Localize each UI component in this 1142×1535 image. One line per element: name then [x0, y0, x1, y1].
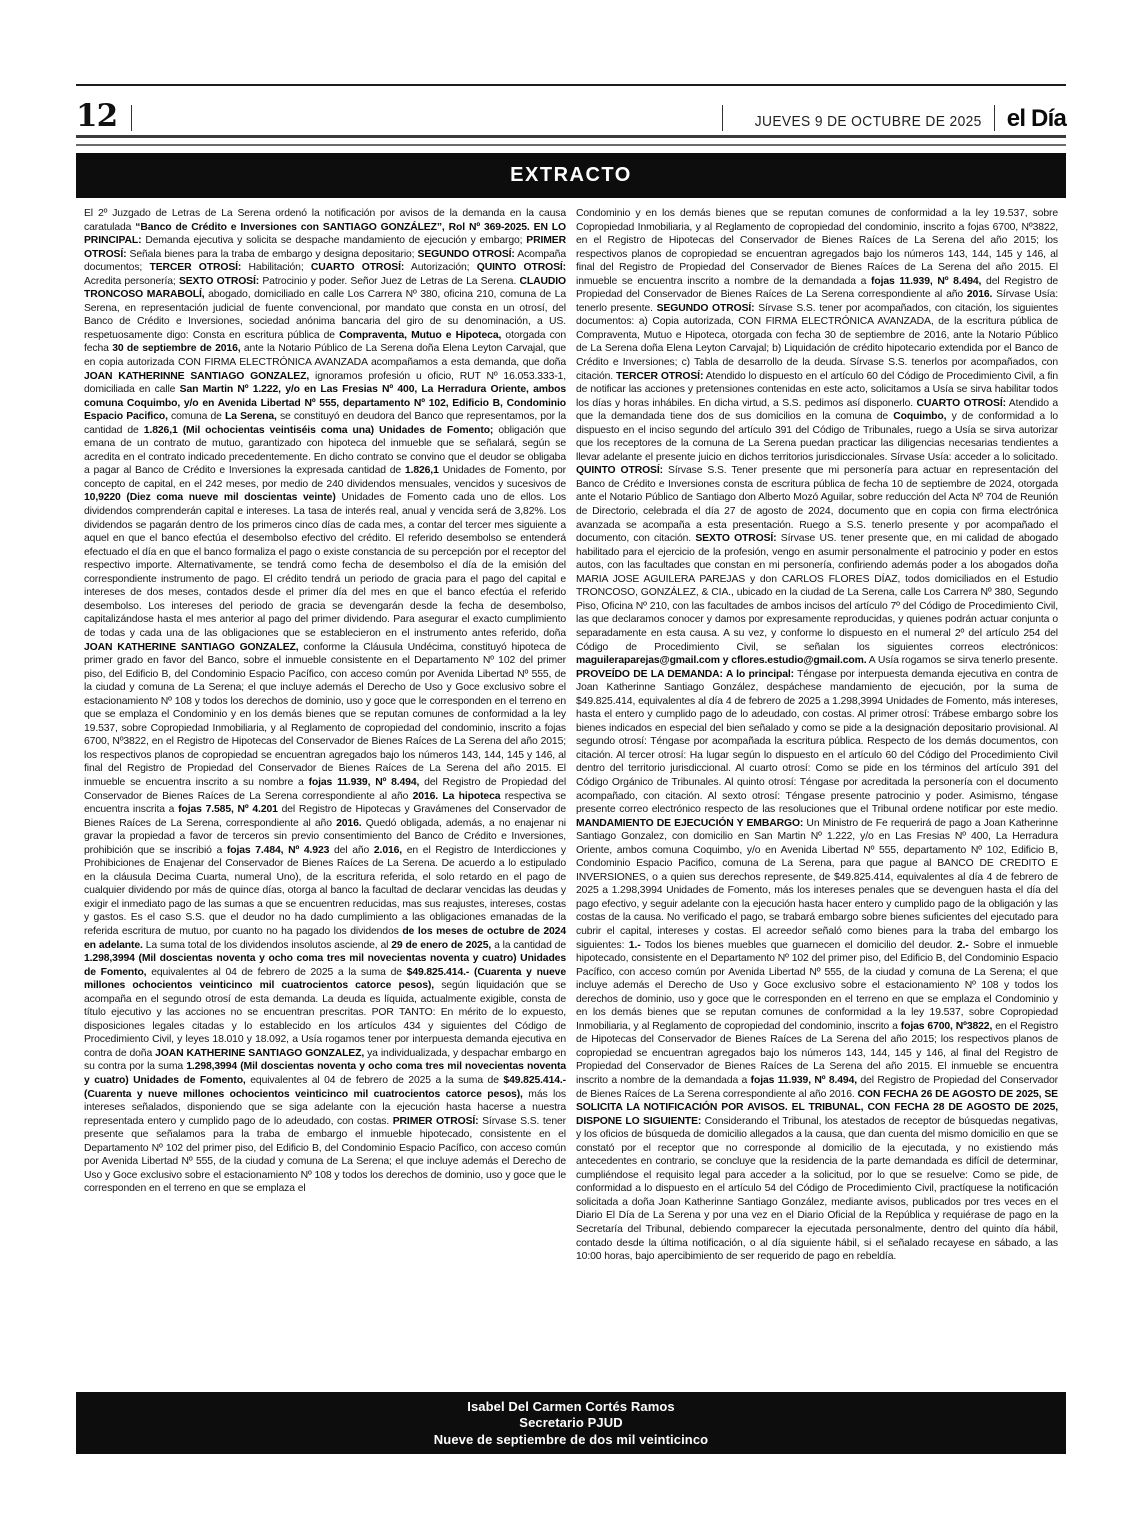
- header-right: [722, 105, 1066, 131]
- header-divider-bar: [131, 105, 132, 131]
- legal-notice-body: [76, 207, 1066, 1390]
- newspaper-brand-logo: el Día: [1006, 105, 1066, 132]
- page-content: [76, 84, 1066, 1390]
- header-rule-thick: [76, 135, 1066, 138]
- page-number: 12: [76, 98, 118, 135]
- legal-text-column-right: Condominio y en los demás bienes que se reputan comunes de conformidad a la ley 19.537, sobre Copropiedad Inmobiliaria, y al Reglamento de copropiedad del condominio, inscrito a fojas 6700, Nº3822, en el Registro de Hipotecas del Conservador de Bienes Raíces de La Serena del año 2015; los respectivos planos de copropiedad se encuentran agregados bajo los números 143, 144, 145 y 146, al final del Registro de Propiedad del Conservador de Bienes Raíces de La Serena del año 2015. El inmueble se encuentra inscrito a nombre de la demandada a fojas 11.939, Nº 8.494, del Registro de Propiedad del Conservador de Bienes Raíces de La Serena correspondiente al año 2016. Sírvase Usía: tenerlo presente. SEGUNDO OTROSÍ: Sírvase S.S. tener por acompañados, con citación, los siguientes documentos: a) Copia autorizada, CON FIRMA ELECTRÓNICA AVANZADA, de la escritura pública de Compraventa, Mutuo e Hipoteca, otorgada con fecha 30 de septiembre de 2016, ante la Notario Público de La Serena doña Elena Leyton Carvajal; b) Liquidación de crédito hipotecario extendida por el Banco de Crédito e Inversiones; c) Tabla de desarrollo de la deuda. Sírvase S.S. tenerlos por acompañados, con citación. TERCER OTROSÍ: Atendido lo dispuesto en el artículo 60 del Código de Procedimiento Civil, a fin de notificar las acciones y pretensiones contenidas en este acto, solicitamos a Usía se sirva habilitar todos los días y horas inhábiles. En dicha virtud, a S.S. pedimos así disponerlo. CUARTO OTROSÍ: Atendido a que la demandada tiene dos de sus domicilios en la comuna de Coquimbo, y de conformidad a lo dispuesto en el inciso segundo del artículo 391 del Código de Tribunales, ruego a Usía se sirva autorizar que los receptores de la comuna de La Serena puedan practicar las diligencias necesarias tendientes a llevar adelante el presente juicio en dichos territorios jurisdiccionales. Sírvase Usía: acceder a lo solicitado. QUINTO OTROSÍ: Sírvase S.S. Tener presente que mi personería para actuar en representación del Banco de Crédito e Inversiones consta de escritura pública de fecha 10 de septiembre de 2024, otorgada ante el Notario Público de Santiago don Alberto Mozó Aguilar, sobre reducción del Acta Nº 704 de Reunión de Directorio, celebrada el día 27 de agosto de 2024, documento que en copia con firma electrónica avanzada se acompaña a esta presentación. Ruego a S.S. tenerlo presente y por acompañado el documento, con citación. SEXTO OTROSÍ: Sírvase US. tener presente que, en mi calidad de abogado habilitado para el ejercicio de la profesión, vengo en asumir personalmente el patrocinio y poder en estos autos, con las facultades que constan en mi personería, confiriendo además poder a los abogados doña MARIA JOSE AGUILERA PAREJAS y don CARLOS FLORES DÍAZ, todos domiciliados en el Estudio TRONCOSO, GONZÁLEZ, & CIA., ubicado en la ciudad de La Serena, calle Los Carrera Nº 380, Segundo Piso, Oficina Nº 210, con las facultades de ambos incisos del artículo 7º del Código de Procedimiento Civil, las que declaramos conocer y damos por expresamente reproducidas, y quienes podrán actuar conjunta o separadamente en esta causa. A su vez, y conforme lo dispuesto en el numeral 2º del artículo 254 del Código de Procedimiento Civil, se señalan los siguientes correos electrónicos: maguileraparejas@gmail.com y cflores.estudio@gmail.com. A Usía rogamos se sirva tenerlo presente. PROVEÍDO DE LA DEMANDA: A lo principal: Téngase por interpuesta demanda ejecutiva en contra de Joan Katherinne Santiago González, despáchese mandamiento de ejecución, por la suma de $49.825.414, equivalentes al día 4 de febrero de 2025 a 1.298,3994 Unidades de Fomento, más intereses, hasta el entero y cumplido pago de lo adeudado, con costas. Al primer otrosí: Trábese embargo sobre los bienes indicados en especial del bien señalado y como se pide a la designación depositario provisional. Al segundo otrosí: Téngase por acompañada la escritura pública. Respecto de los demás documentos, con citación. Al tercer otrosí: Ha lugar según lo dispuesto en el artículo 60 del Código del Procedimiento Civil dentro del territorio jurisdiccional. Al cuarto otrosí: Como se pide en los términos del artículo 391 del Código Orgánico de Tribunales. Al quinto otrosí: Téngase por acreditada la personería con el documento acompañado, con citación. Al sexto otrosí: Téngase presente patrocinio y poder. Asimismo, téngase presente correo electrónico respecto de las resoluciones que el Tribunal ordene notificar por este medio. MANDAMIENTO DE EJECUCIÓN Y EMBARGO: Un Ministro de Fe requerirá de pago a Joan Katherinne Santiago Gonzalez, con domicilio en San Martin Nº 1.222, y/o en Las Fresias Nº 400, La Herradura Oriente, ambos comuna Coquimbo, y/o en Avenida Libertad Nº 555, departamento Nº 102, Edificio B, Condominio Espacio Pacifico, comuna de La Serena, para que pague al BANCO DE CREDITO E INVERSIONES, o a quien sus derechos represente, de $49.825.414, equivalentes al día 4 de febrero de 2025 a 1.298,3994 Unidades de Fomento, más los intereses penales que se devenguen hasta el día del pago efectivo, y seguir adelante con la ejecución hasta hacer entero y cumplido pago de la obligación y las costas de la causa. No verificado el pago, se trabará embargo sobre bienes suficientes del ejecutado para cubrir el capital, intereses y costas. El acreedor señaló como bienes para la traba del embargo los siguientes: 1.- Todos los bienes muebles que guarnecen el domicilio del deudor. 2.- Sobre el inmueble hipotecado, consistente en el Departamento Nº 102 del primer piso, del Edificio B, del Condominio Espacio Pacífico, con acceso común por Avenida Libertad Nº 555, de la ciudad y comuna de La Serena; el que incluye además el Derecho de Uso y Goce exclusivo sobre el estacionamiento Nº 108 y todos los derechos de dominio, uso y goce que le corresponden en el terreno en que se emplaza el Condominio y en los demás bienes que se reputan comunes de conformidad a la ley 19.537, sobre Copropiedad Inmobiliaria, y al Reglamento de copropiedad del condominio, inscrito a fojas 6700, Nº3822, en el Registro de Hipotecas del Conservador de Bienes Raíces de La Serena del año 2015; los respectivos planos de copropiedad se encuentran agregados bajo los números 143, 144, 145 y 146, al final del Registro de Propiedad del Conservador de Bienes Raíces de La Serena del año 2015. El inmueble se encuentra inscrito a nombre de la demandada a fojas 11.939, Nº 8.494, del Registro de Propiedad del Conservador de Bienes Raíces de La Serena correspondiente al año 2016. CON FECHA 26 DE AGOSTO DE 2025, SE SOLICITA LA NOTIFICACIÓN POR AVISOS. EL TRIBUNAL, CON FECHA 28 DE AGOSTO DE 2025, DISPONE LO SIGUIENTE: Considerando el Tribunal, los atestados de receptor de búsquedas negativas, y los oficios de búsqueda de domicilio allegados a la causa, que dan cuenta del mismo domicilio en que se constató por el receptor que no corresponde al domicilio de la ejecutada, y no existiendo más antecedentes en contrario, se concluye que la residencia de la parte demandada es difícil de determinar, cumpliéndose el requisito legal para acceder a la solicitud, por lo que se resuelve: Como se pide, de conformidad a lo dispuesto en el artículo 54 del Código de Procedimiento Civil, practíquese la notificación solicitada a doña Joan Katherinne Santiago González, mediante avisos, publicados por tres veces en el Diario El Día de La Serena y por una vez en el Diario Oficial de la República y requiérase de pago en la Secretaría del Tribunal, debiendo comparecer la ejecutada personalmente, dentro del quinto día hábil, contado desde la última notificación, o al día siguiente hábil, si el señalado recayese en sábado, a las 10:00 horas, bajo apercibimiento de ser requerido de pago en rebeldía.: [576, 208, 1059, 1263]
- page-header: [76, 86, 1066, 135]
- signatory-title: Secretario PJUD: [519, 1415, 623, 1431]
- extract-banner: [76, 153, 1066, 198]
- signature-banner: [76, 1392, 1066, 1454]
- banner-title: EXTRACTO: [510, 164, 632, 186]
- edition-date: JUEVES 9 DE OCTUBRE DE 2025: [754, 113, 982, 130]
- signature-date: Nueve de septiembre de dos mil veinticinco: [433, 1431, 709, 1447]
- brand-divider-bar: [994, 105, 995, 131]
- date-divider-bar: [722, 105, 723, 131]
- header-left: [76, 98, 132, 135]
- legal-text-column-left: El 2º Juzgado de Letras de La Serena ordenó la notificación por avisos de la demanda en la causa caratulada “Banco de Crédito e Inversiones con SANTIAGO GONZÁLEZ”, Rol Nº 369-2025. EN LO PRINCIPAL: Demanda ejecutiva y solicita se despache mandamiento de ejecución y embargo; PRIMER OTROSÍ: Señala bienes para la traba de embargo y designa depositario; SEGUNDO OTROSÍ: Acompaña documentos; TERCER OTROSÍ: Habilitación; CUARTO OTROSÍ: Autorización; QUINTO OTROSÍ: Acredita personería; SEXTO OTROSÍ: Patrocinio y poder. Señor Juez de Letras de La Serena. CLAUDIO TRONCOSO MARABOLÍ, abogado, domiciliado en calle Los Carrera Nº 380, oficina 210, comuna de La Serena, en representación judicial de fuente convencional, por mandato que consta en un otrosí, del Banco de Crédito e Inversiones, sociedad anónima bancaria del giro de su denominación, a US. respetuosamente digo: Consta en escritura pública de Compraventa, Mutuo e Hipoteca, otorgada con fecha 30 de septiembre de 2016, ante la Notario Público de La Serena doña Elena Leyton Carvajal, que en copia autorizada CON FIRMA ELECTRÓNICA AVANZADA acompañamos a esta demanda, que doña JOAN KATHERINNE SANTIAGO GONZALEZ, ignoramos profesión u oficio, RUT Nº 16.053.333-1, domiciliada en calle San Martin Nº 1.222, y/o en Las Fresias Nº 400, La Herradura Oriente, ambos comuna Coquimbo, y/o en Avenida Libertad Nº 555, departamento Nº 102, Edificio B, Condominio Espacio Pacifico, comuna de La Serena, se constituyó en deudora del Banco que representamos, por la cantidad de 1.826,1 (Mil ochocientas veintiséis coma una) Unidades de Fomento; obligación que emana de un contrato de mutuo, garantizado con hipoteca del inmueble que se señalará, según se acredita en el contrato indicado precedentemente. En dicho contrato se convino que el deudor se obligaba a pagar al Banco de Crédito e Inversiones la expresada cantidad de 1.826,1 Unidades de Fomento, por concepto de capital, en el 242 meses, por medio de 240 dividendos mensuales, vencidos y sucesivos de 10,9220 (Diez coma nueve mil doscientas veinte) Unidades de Fomento cada uno de ellos. Los dividendos comprenderán capital e intereses. La tasa de interés real, anual y vencida será de 3,82%. Los dividendos se pagarán dentro de los primeros cinco días de cada mes, a contar del tercer mes siguiente a aquel en que el banco efectúa el desembolso efectivo del crédito. El referido desembolso se entenderá efectuado el día en que el banco formaliza el pago o existe constancia de su percepción por el receptor del respectivo importe. Alternativamente, se tendrá como fecha de desembolso el día de la emisión del correspondiente instrumento de pago. El crédito tendrá un periodo de gracia para el pago del capital e intereses de dos meses, contados desde el primer día del mes en que el banco efectúa el referido desembolso. Los intereses del periodo de gracia se devengarán desde la fecha de desembolso, capitalizándose hasta el mes anterior al pago del primer dividendo. Para asegurar el exacto cumplimiento de todas y cada una de las obligaciones que se establecieron en el instrumento antes referido, doña JOAN KATHERINE SANTIAGO GONZALEZ, conforme la Cláusula Undécima, constituyó hipoteca de primer grado en favor del Banco, sobre el inmueble consistente en el Departamento Nº 102 del primer piso, del Edificio B, del Condominio Espacio Pacífico, con acceso común por Avenida Libertad Nº 555, de la ciudad y comuna de La Serena; el que incluye además el Derecho de Uso y Goce exclusivo sobre el estacionamiento Nº 108 y todos los derechos de dominio, uso y goce que le corresponden en el terreno en que se emplaza el Condominio y en los demás bienes que se reputan comunes de conformidad a la ley 19.537, sobre Copropiedad Inmobiliaria, y al Reglamento de copropiedad del condominio, inscrito a fojas 6700, Nº3822, en el Registro de Hipotecas del Conservador de Bienes Raíces de La Serena del año 2015; los respectivos planos de copropiedad se encuentran agregados bajo los números 143, 144, 145 y 146, al final del Registro de Propiedad del Conservador de Bienes Raíces de La Serena del año 2015. El inmueble se encuentra inscrito a su nombre a fojas 11.939, Nº 8.494, del Registro de Propiedad del Conservador de Bienes Raíces de La Serena correspondiente al año 2016. La hipoteca respectiva se encuentra inscrita a fojas 7.585, Nº 4.201 del Registro de Hipotecas y Gravámenes del Conservador de Bienes Raíces de La Serena, correspondiente al año 2016. Quedó obligada, además, a no enajenar ni gravar la propiedad a favor de terceros sin previo consentimiento del Banco de Crédito e Inversiones, prohibición que se inscribió a fojas 7.484, Nº 4.923 del año 2.016, en el Registro de Interdicciones y Prohibiciones de Enajenar del Conservador de Bienes Raíces de La Serena. De acuerdo a lo estipulado en la cláusula Decima Cuarta, numeral Uno), de la escritura referida, el solo retardo en el pago de cualquier dividendo por más de quince días, otorga al banco la facultad de declarar vencidas las deudas y exigir el inmediato pago de las sumas a que se encuentren reducidas, mas sus reajustes, intereses, costas y gastos. Es el caso S.S. que el deudor no ha dado cumplimiento a las obligaciones emanadas de la referida escritura de mutuo, por cuanto no ha pagado los dividendos de los meses de octubre de 2024 en adelante. La suma total de los dividendos insolutos asciende, al 29 de enero de 2025, a la cantidad de 1.298,3994 (Mil doscientas noventa y ocho coma tres mil novecientas noventa y cuatro) Unidades de Fomento, equivalentes al 04 de febrero de 2025 a la suma de $49.825.414.- (Cuarenta y nueve millones ochocientos veinticinco mil cuatrocientos catorce pesos), según liquidación que se acompaña en el segundo otrosí de esta demanda. La deuda es líquida, actualmente exigible, consta de título ejecutivo y las acciones no se encuentran prescritas. POR TANTO: En mérito de lo expuesto, disposiciones legales citadas y lo establecido en los artículos 434 y siguientes del Código de Procedimiento Civil, y leyes 18.010 y 18.092, a Usía rogamos tener por interpuesta demanda ejecutiva en contra de doña JOAN KATHERINE SANTIAGO GONZALEZ, ya individualizada, y despachar embargo en su contra por la suma 1.298,3994 (Mil doscientas noventa y ocho coma tres mil novecientas noventa y cuatro) Unidades de Fomento, equivalentes al 04 de febrero de 2025 a la suma de $49.825.414.- (Cuarenta y nueve millones ochocientos veinticinco mil cuatrocientos catorce pesos), más los intereses señalados, disponiendo que se siga adelante con la ejecución hasta hacerse a nuestra representada entero y cumplido pago de lo adeudado, con costas. PRIMER OTROSÍ: Sírvase S.S. tener presente que señalamos para la traba de embargo el inmueble hipotecado, consistente en el Departamento Nº 102 del primer piso, del Edificio B, del Condominio Espacio Pacífico, con acceso común por Avenida Libertad Nº 555, de la ciudad y comuna de La Serena; el que incluye además el Derecho de Uso y Goce exclusivo sobre el estacionamiento Nº 108 y todos los derechos de dominio, uso y goce que le corresponden en el terreno en que se emplaza el: [84, 208, 567, 1195]
- header-rule-thin: [76, 144, 1066, 146]
- signatory-name: Isabel Del Carmen Cortés Ramos: [467, 1398, 675, 1414]
